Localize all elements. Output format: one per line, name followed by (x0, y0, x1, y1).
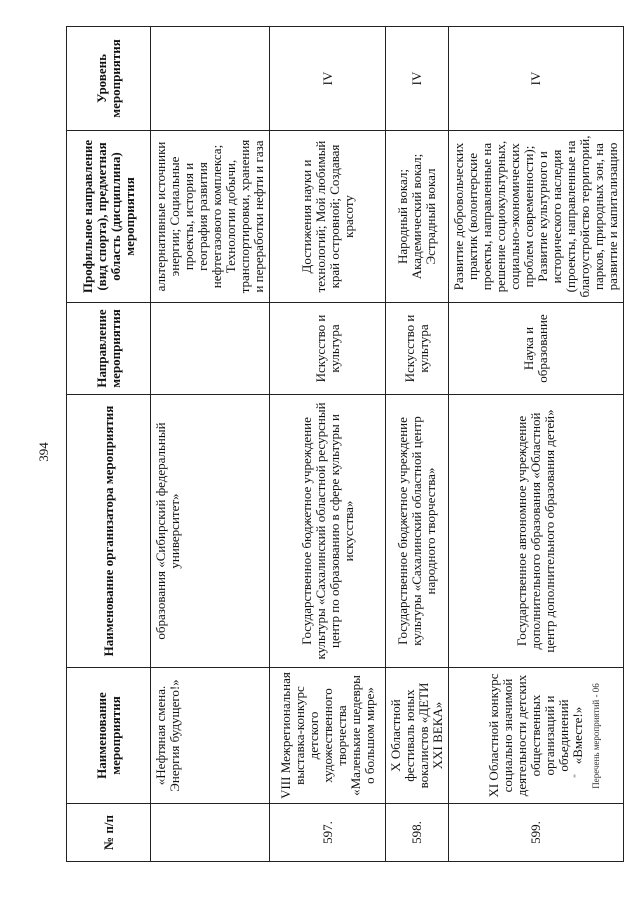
cell-profile: Развитие добровольческих практик (волонтерские проекты, направленные на решение социокультурных, социально-экономических проблем современности); Развитие культурного и исторического наследия (проекты, направленные на благоустройство территорий, парков, природных зон, на развитие и капитализацию (449, 131, 624, 303)
cell-name: X Областной фестиваль юных вокалистов «ДЕТИ XXI ВЕКА» (386, 668, 449, 804)
cell-organizer: образования «Сибирский федеральный университет» (151, 395, 270, 668)
cell-number: 597. (270, 804, 386, 862)
header-organizer: Наименование организатора мероприятия (67, 395, 151, 668)
header-name: Наименование мероприятия (67, 668, 151, 804)
cell-number (151, 804, 270, 862)
header-direction: Направление мероприятия (67, 303, 151, 395)
cell-number: 599. (449, 804, 624, 862)
table-header-row (67, 27, 151, 862)
cell-direction: Наука и образование (449, 303, 624, 395)
cell-name: VIII Межрегиональная выставка-конкурс детского художественного творчества «Маленькие шедевры о большом мире» (270, 668, 386, 804)
cell-level: IV (449, 27, 624, 131)
cell-profile: Достижения науки и технологий; Мой любимый край островной; Создавая красоту (270, 131, 386, 303)
header-level: Уровень мероприятия (67, 27, 151, 131)
cell-organizer: Государственное бюджетное учреждение культуры «Сахалинский областной центр народного творчества» (386, 395, 449, 668)
page-number: 394 (36, 442, 51, 462)
cell-number: 598. (386, 804, 449, 862)
cell-level (151, 27, 270, 131)
events-table (66, 26, 624, 862)
header-number: № п/п (67, 804, 151, 862)
cell-profile: альтернативные источники энергии; Социальные проекты, история и география развития нефтегазового комплекса; Технологии добычи, транспортировки, хранения и переработки нефти и газа (151, 131, 270, 303)
cell-level: IV (270, 27, 386, 131)
cell-profile: Народный вокал; Академический вокал; Эстрадный вокал (386, 131, 449, 303)
margin-mark: * (571, 774, 581, 778)
cell-direction: Искусство и культура (270, 303, 386, 395)
cell-name: XI Областной конкурс социально значимой деятельности детских общественных организаций и объединений «Вместе!» (449, 668, 624, 804)
cell-direction (151, 303, 270, 395)
table-row (270, 27, 386, 862)
table-row (386, 27, 449, 862)
cell-organizer: Государственное бюджетное учреждение культуры «Сахалинский областной ресурсный центр по образованию в сфере культуры и искусства» (270, 395, 386, 668)
cell-name: «Нефтяная смена. Энергия будущего!» (151, 668, 270, 804)
page-footer: Перечень мероприятий - 06 (591, 683, 601, 789)
cell-organizer: Государственное автономное учреждение дополнительного образования «Областной центр дополнительного образования детей» (449, 395, 624, 668)
header-profile: Профильное направление (вид спорта), предметная область (дисциплина) мероприятия (67, 131, 151, 303)
cell-level: IV (386, 27, 449, 131)
table-row-continuation (151, 27, 270, 862)
cell-direction: Искусство и культура (386, 303, 449, 395)
